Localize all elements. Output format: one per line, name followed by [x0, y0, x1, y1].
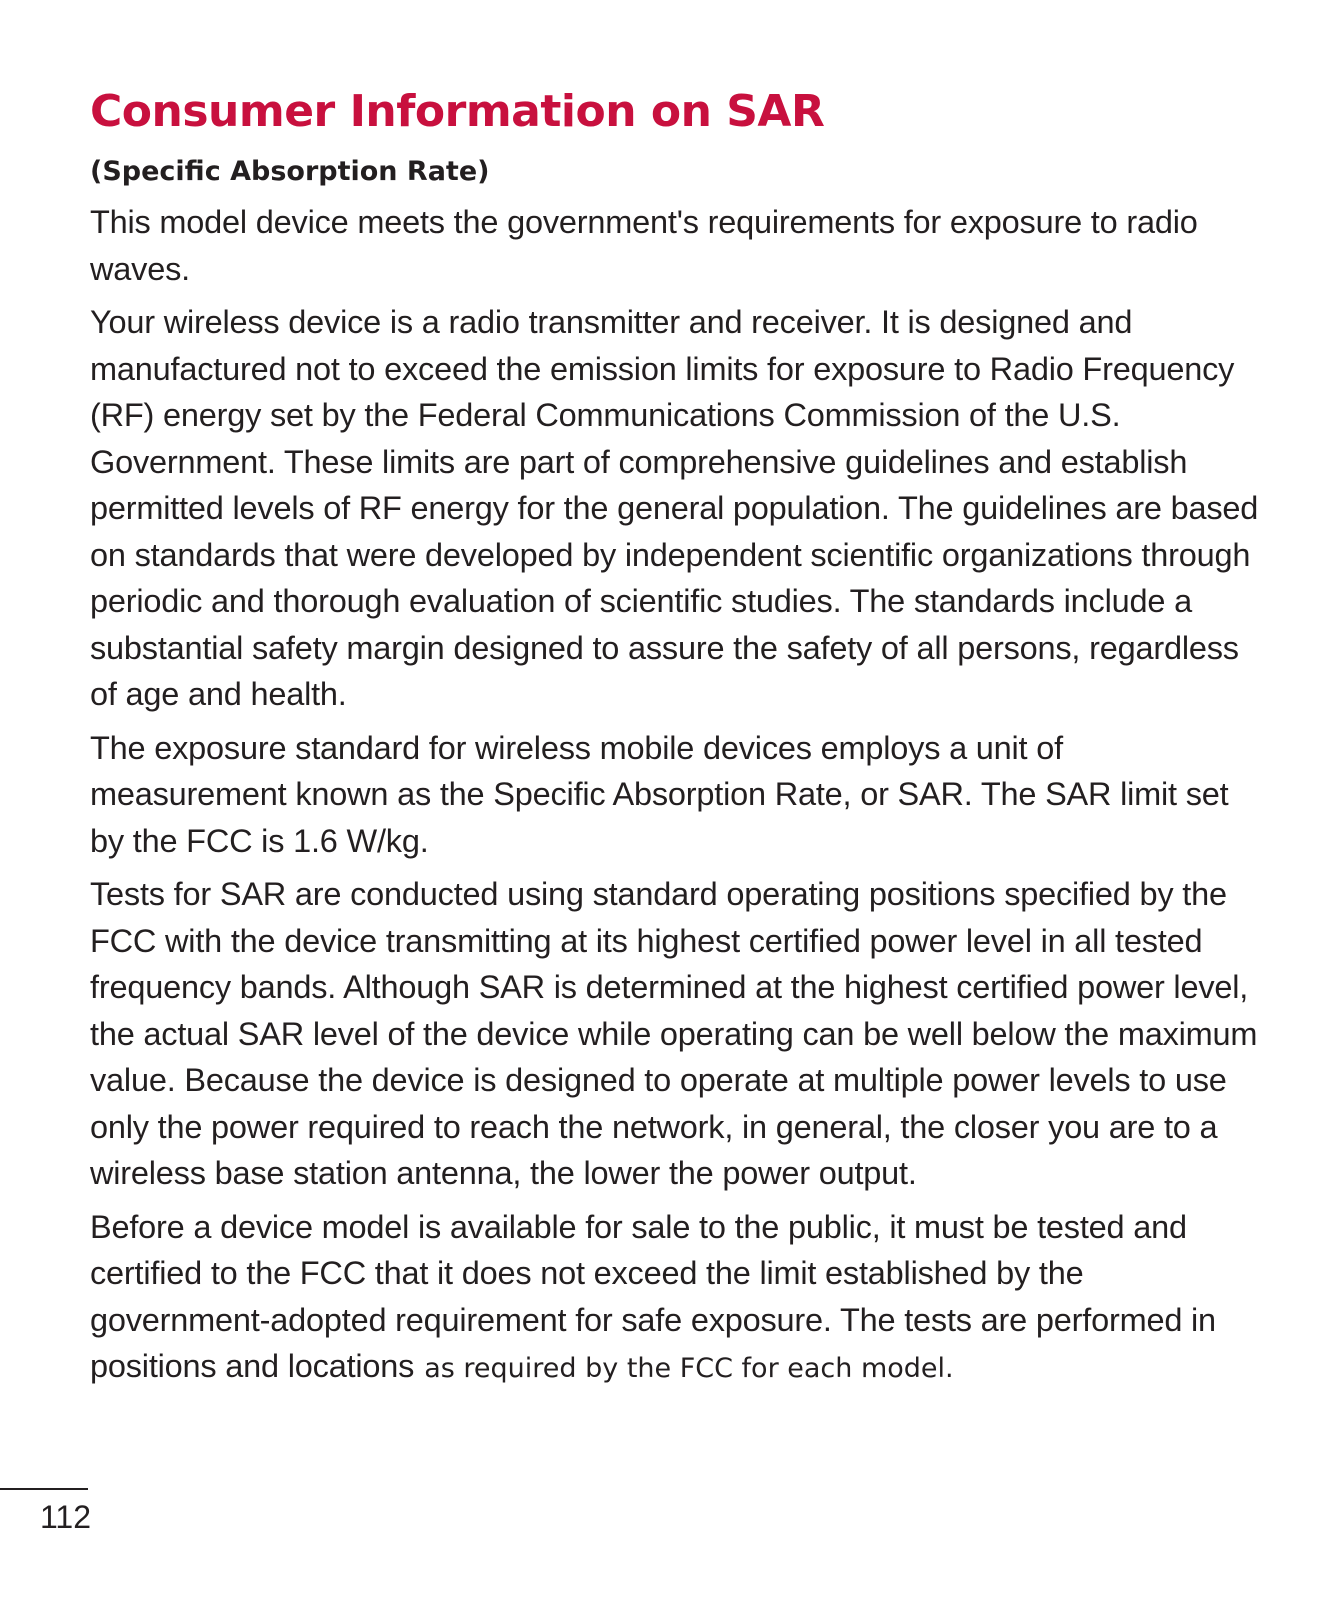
- page-subtitle: (Specific Absorption Rate): [90, 156, 490, 187]
- paragraph-certification-tail: as required by the FCC for each model.: [424, 1353, 954, 1384]
- paragraph-intro: This model device meets the government's requirements for exposure to radio waves.: [90, 204, 1198, 287]
- document-page: [90, 82, 1260, 1393]
- paragraph-certification-text: Before a device model is available for sale to the public, it must be tested and certified to the FCC that it does not exceed the limit established by the government-adopted requirement for safe exposure. The tests are performed in positions and locations: [90, 1208, 1216, 1384]
- footer-divider: [0, 1488, 88, 1490]
- paragraph-sar-tests: Tests for SAR are conducted using standard operating positions specified by the FCC with the device transmitting at its highest certified power level in all tested frequency bands. Although SAR is determined at the highest certified power level, the actual SAR level of the device while operating can be well below the maximum value. Because the device is designed to operate at multiple power levels to use only the power required to reach the network, in general, the closer you are to a wireless base station antenna, the lower the power output.: [90, 876, 1258, 1191]
- page-title: Consumer Information on SAR: [90, 86, 825, 137]
- paragraph-transmitter: Your wireless device is a radio transmitter and receiver. It is designed and manufactured not to exceed the emission limits for exposure to Radio Frequency (RF) energy set by the Federal Communications Commission of the U.S. Government. These limits are part of comprehensive guidelines and establish permitted levels of RF energy for the general population. The guidelines are based on standards that were developed by independent scientific organizations through periodic and thorough evaluation of scientific studies. The standards include a substantial safety margin designed to assure the safety of all persons, regardless of age and health.: [90, 304, 1259, 712]
- paragraph-exposure-standard: The exposure standard for wireless mobile devices employs a unit of measurement known as the Specific Absorption Rate, or SAR. The SAR limit set by the FCC is 1.6 W/kg.: [90, 729, 1229, 859]
- paragraph-certification: [90, 1204, 1260, 1393]
- page-number: 112: [40, 1499, 92, 1535]
